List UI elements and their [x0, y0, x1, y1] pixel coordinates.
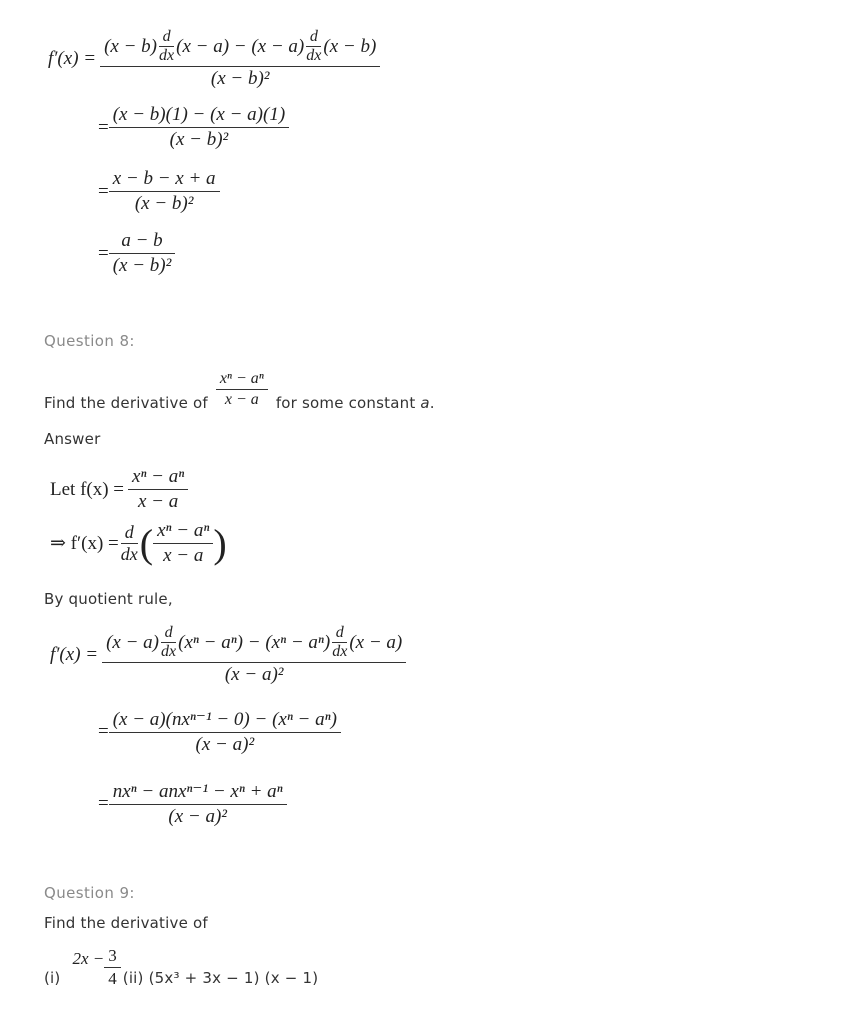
answer-label: Answer	[44, 430, 101, 448]
q8-step3: = $\frac{\text{nxⁿ − anxⁿ⁻¹ − xⁿ + aⁿ}}{\text{(x − a)²}}$	[98, 780, 287, 828]
part-ii-expression: (ii) (5x³ + 3x − 1) (x − 1)	[122, 969, 319, 987]
q7-step1-fraction	[100, 28, 380, 90]
ddx-operator: d dx	[332, 624, 348, 660]
q7-step2-denominator: (x − b)²	[109, 127, 289, 151]
q7-step4-numerator: a − b	[121, 230, 163, 251]
q7-step1-ddx: d dx	[159, 28, 175, 64]
equals-sign: =	[98, 180, 109, 202]
q7-step4-denominator: (x − b)²	[109, 253, 176, 277]
q7-step4	[98, 230, 175, 277]
q8-step2: = $\frac{\text{(x − a)(nxⁿ⁻¹ − 0) − (xⁿ − aⁿ)}}{\text{(x − a)²}}$	[98, 708, 341, 756]
equals-sign: =	[98, 242, 109, 264]
q7-step1-term-b: (x − a) − (x − a)	[176, 35, 305, 57]
q7-step1-ddx-2: d dx	[306, 28, 322, 64]
q8-derivative-line: ⇒ f′(x) = $\frac{d}{dx}$ ( $\frac{\text{xⁿ − aⁿ}}{x - a}$ )	[50, 520, 227, 566]
q8-prompt-expression: $\frac{\text{xⁿ − aⁿ}}{x - a}$	[216, 370, 268, 409]
q7-step2-numerator: (x − b)(1) − (x − a)(1)	[112, 104, 286, 125]
question-9-parts	[44, 946, 318, 987]
q7-step1	[48, 28, 380, 90]
question-8-prompt: Find the derivative of $\frac{\text{xⁿ − aⁿ}}{x - a}$ for some constant a.	[44, 369, 435, 412]
prompt-text: Find the derivative of	[44, 394, 208, 412]
equals-sign: =	[98, 116, 109, 138]
ddx-operator: $\frac{d}{dx}$	[120, 522, 138, 564]
q8-let-line: Let f(x) = $\frac{\text{xⁿ − aⁿ}}{x - a}$	[50, 466, 188, 513]
q8-step1: f′(x) = (x − a) d dx (xⁿ − aⁿ) − (xⁿ − aⁿ) d dx (x − a) (x − a)²	[50, 624, 406, 686]
q7-step1-term-c: (x − b)	[323, 35, 377, 57]
ddx-operator: d dx	[161, 624, 177, 660]
q7-step1-lhs: f′(x) =	[48, 48, 97, 69]
question-9-heading: Question 9:	[44, 884, 135, 902]
q7-step2	[98, 104, 289, 151]
part-i-label: (i)	[44, 969, 61, 987]
q7-step3-numerator: x − b − x + a	[112, 168, 216, 189]
q7-step3	[98, 168, 220, 215]
question-9-prompt: Find the derivative of	[44, 914, 208, 932]
question-8-heading: Question 8:	[44, 332, 135, 350]
part-i-expression: 2x − $\frac{3}{4}$	[72, 946, 120, 989]
quotient-rule-text: By quotient rule,	[44, 590, 173, 608]
q7-step3-denominator: (x − b)²	[109, 191, 220, 215]
q7-step1-term-a: (x − b)	[104, 35, 158, 57]
q7-step1-denominator: (x − b)²	[100, 66, 380, 90]
